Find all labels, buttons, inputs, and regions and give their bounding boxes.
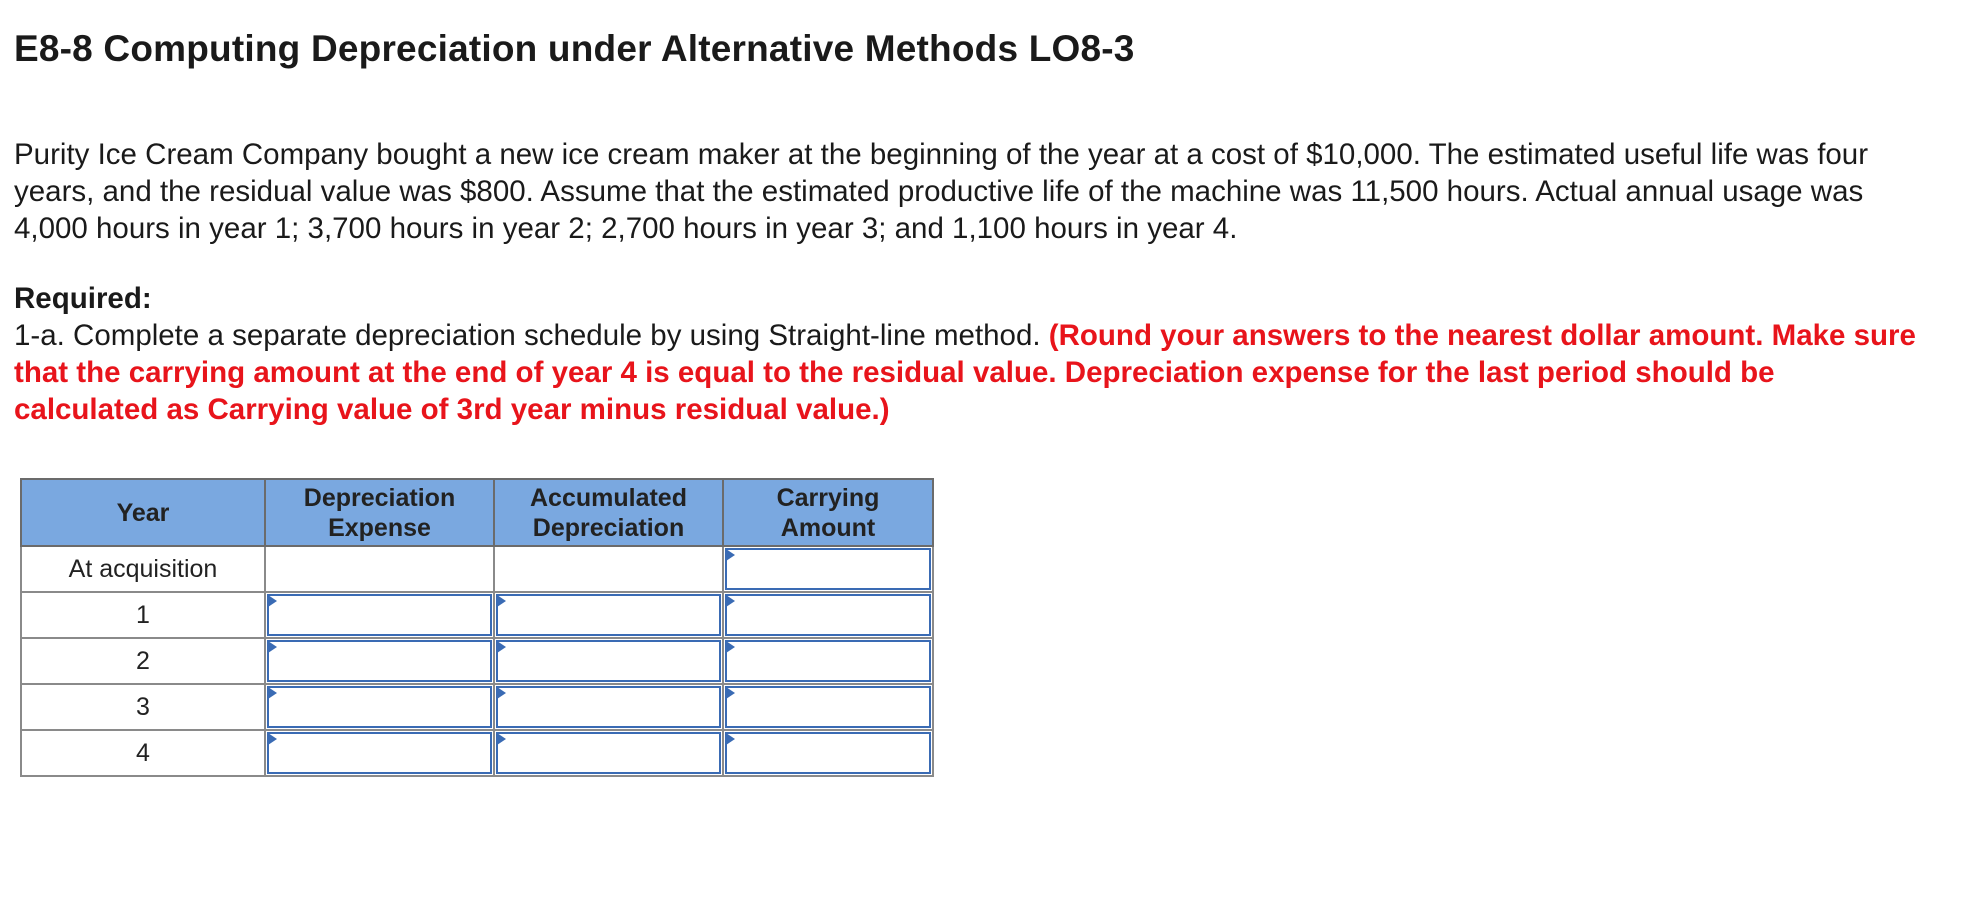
year-cell: 3: [21, 684, 265, 730]
depreciation-expense-input[interactable]: [265, 638, 494, 684]
year-cell: 1: [21, 592, 265, 638]
input-marker-icon: [497, 641, 506, 653]
input-marker-icon: [726, 641, 735, 653]
year-cell: 4: [21, 730, 265, 776]
depreciation-expense-input[interactable]: [265, 684, 494, 730]
input-marker-icon: [497, 595, 506, 607]
input-marker-icon: [268, 595, 277, 607]
header-year: Year: [21, 479, 265, 546]
accumulated-depreciation-input[interactable]: [494, 684, 723, 730]
input-marker-icon: [726, 595, 735, 607]
header-carrying-amount: Carrying Amount: [723, 479, 933, 546]
depreciation-expense-input[interactable]: [265, 730, 494, 776]
year-cell: 2: [21, 638, 265, 684]
input-marker-icon: [268, 733, 277, 745]
input-marker-icon: [497, 687, 506, 699]
instruction-text: [14, 317, 1924, 428]
carrying-amount-input[interactable]: [723, 546, 933, 592]
year-cell: At acquisition: [21, 546, 265, 592]
header-accumulated-depreciation: Accumulated Depreciation: [494, 479, 723, 546]
header-depreciation-expense: Depreciation Expense: [265, 479, 494, 546]
table-row: [21, 638, 933, 684]
carrying-amount-input[interactable]: [723, 684, 933, 730]
carrying-amount-input[interactable]: [723, 730, 933, 776]
depreciation-schedule-table: [20, 478, 934, 777]
table-header-row: [21, 479, 933, 546]
input-marker-icon: [726, 549, 735, 561]
accumulated-depreciation-input[interactable]: [494, 638, 723, 684]
accumulated-depreciation-input[interactable]: [494, 730, 723, 776]
page-title: E8-8 Computing Depreciation under Alternative Methods LO8-3: [14, 28, 1135, 69]
table-row: [21, 684, 933, 730]
accumulated-depreciation-input[interactable]: [494, 592, 723, 638]
table-row: [21, 592, 933, 638]
input-marker-icon: [268, 687, 277, 699]
table-row: [21, 730, 933, 776]
problem-statement: Purity Ice Cream Company bought a new ice cream maker at the beginning of the year at a cost of $10,000. The estimated useful life was four years, and the residual value was $800. Assume that the estimated productive life of the machine was 11,500 hours. Actual annual usage was 4,000 hours in year 1; 3,700 hours in year 2; 2,700 hours in year 3; and 1,100 hours in year 4.: [14, 138, 1869, 245]
required-label: Required:: [14, 282, 152, 315]
rounding-note: (Round your answers to the nearest dollar amount. Make sure that the carrying amount at the end of year 4 is equal to the residual value. Depreciation expense for the last period should be calculated as Carrying value of 3rd year minus residual value.): [14, 319, 1916, 426]
table-row: [21, 546, 933, 592]
input-marker-icon: [726, 733, 735, 745]
input-marker-icon: [726, 687, 735, 699]
input-marker-icon: [497, 733, 506, 745]
instruction-main: 1-a. Complete a separate depreciation schedule by using Straight-line method.: [14, 319, 1041, 352]
carrying-amount-input[interactable]: [723, 638, 933, 684]
depreciation-expense-input[interactable]: [265, 592, 494, 638]
accumulated-depreciation-cell-empty: [494, 546, 723, 592]
depreciation-expense-cell-empty: [265, 546, 494, 592]
carrying-amount-input[interactable]: [723, 592, 933, 638]
input-marker-icon: [268, 641, 277, 653]
